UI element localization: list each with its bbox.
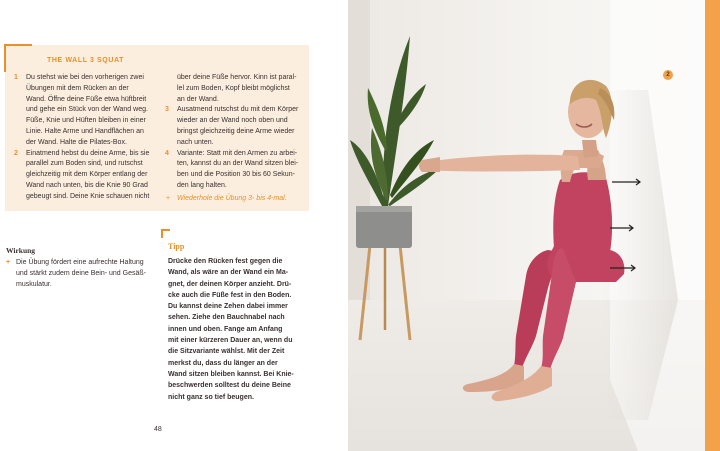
step-number: 3 (165, 106, 169, 114)
step-2 (14, 149, 150, 203)
step-line: parallel zum Boden sind, und rutschst (26, 160, 143, 168)
step-line: wieder an der Wand noch oben und (177, 117, 288, 125)
tipp-line: beschwerden solltest du deine Beine (168, 382, 291, 390)
exercise-title: THE WALL 3 SQUAT (47, 57, 125, 64)
step-line: lel zum Boden, Kopf bleibt möglichst (177, 84, 290, 92)
wirkung-text (6, 258, 156, 290)
step-line: Variante: Statt mit den Armen zu arbei- (177, 149, 298, 157)
tipp-line: innen und oben. Fange am Anfang (168, 325, 283, 333)
top (553, 172, 612, 252)
step-line: Ausatmend rutschst du mit dem Körper (177, 106, 299, 114)
steps-column-right (165, 73, 305, 205)
step-line: über deine Füße hervor. Kinn ist paral- (177, 74, 297, 81)
step-line: an der Wand. (177, 95, 219, 103)
repeat-note (165, 194, 305, 205)
step-4 (165, 149, 305, 192)
step-line: der Wand. Halte die Pilates-Box. (26, 138, 127, 146)
step-line: gleichzeitig mit dem Körper entlang der (26, 171, 148, 179)
wirkung-heading: Wirkung (6, 246, 36, 255)
tipp-line: Drücke den Rücken fest gegen die (168, 258, 283, 265)
tipp-line: nicht ganz so tief beugen. (168, 393, 254, 401)
step-line: ten, kannst du an der Wand sitzen blei- (177, 160, 299, 168)
repeat-text: Wiederhole die Übung 3- bis 4-mal. (177, 194, 287, 202)
wirkung-line: und stärkt zudem deine Bein- und Gesäß- (16, 269, 146, 277)
photo-step-badge: 2 (663, 70, 673, 80)
step-line: Einatmend hebst du deine Arme, bis sie (26, 149, 150, 157)
tipp-line: mit einer kürzeren Dauer an, wenn du (168, 337, 293, 345)
step-line: Wand nach unten, bis die Knie 90 Grad (26, 181, 148, 189)
step-3 (165, 105, 305, 148)
tipp-line: die Sitzvariante wählst. Mit der Zeit (168, 348, 285, 356)
tipp-corner-mark (161, 229, 170, 238)
tipp-heading: Tipp (168, 242, 185, 251)
left-page (0, 0, 348, 451)
wall-squat-illustration (348, 0, 705, 451)
plus-icon: + (166, 194, 171, 202)
page-number: 48 (154, 426, 162, 433)
step-line: Wand. Öffne deine Füße etwa hüftbreit (26, 95, 147, 103)
plant-pot (356, 206, 412, 248)
step-line: nach unten. (177, 138, 214, 146)
step-1 (14, 73, 150, 149)
step-number: 2 (14, 149, 18, 157)
page-edge-strip (705, 0, 720, 451)
step-line: gebeugt sind. Deine Knie schauen nicht (26, 192, 150, 200)
plus-icon: + (6, 259, 11, 266)
step-line: den lang halten. (177, 181, 227, 189)
step-line: bringst gleichzeitig deine Arme wieder (177, 127, 295, 135)
tipp-line: sehen. Ziehe den Bauchnabel nach (168, 314, 285, 322)
tipp-text (168, 256, 296, 403)
step-line: Linie. Halte Arme und Handflächen an (26, 127, 144, 135)
step-line: ben und die Position 30 bis 60 Sekun- (177, 171, 295, 179)
steps-column-left (14, 73, 150, 203)
step-2-continued (165, 73, 305, 105)
tipp-line: Du kannst deine Zehen dabei immer (168, 303, 288, 311)
box-corner-mark (4, 44, 32, 72)
neck (582, 140, 598, 158)
step-number: 1 (14, 74, 18, 81)
exercise-photo (348, 0, 705, 451)
wirkung-line: Die Übung fördert eine aufrechte Haltung (16, 259, 144, 266)
wirkung-line: muskulatur. (16, 280, 52, 288)
step-number: 4 (165, 149, 169, 157)
step-line: und gehe ein Stück von der Wand weg. (26, 106, 148, 114)
step-line: Übungen mit dem Rücken an der (26, 84, 129, 92)
tipp-line: Wand sitzen bleiben kannst. Bei Knie- (168, 370, 294, 378)
tipp-line: Wand, als wäre an der Wand ein Ma- (168, 269, 289, 277)
step-line: Du stehst wie bei den vorherigen zwei (26, 74, 144, 81)
tipp-line: merkst du, dass du länger an der (168, 359, 278, 367)
tipp-line: gnet, der deinen Körper anzieht. Drü- (168, 280, 292, 288)
tipp-line: cke auch die Füße fest in den Boden. (168, 291, 292, 299)
step-line: Füße, Knie und Hüften bleiben in einer (26, 117, 146, 125)
